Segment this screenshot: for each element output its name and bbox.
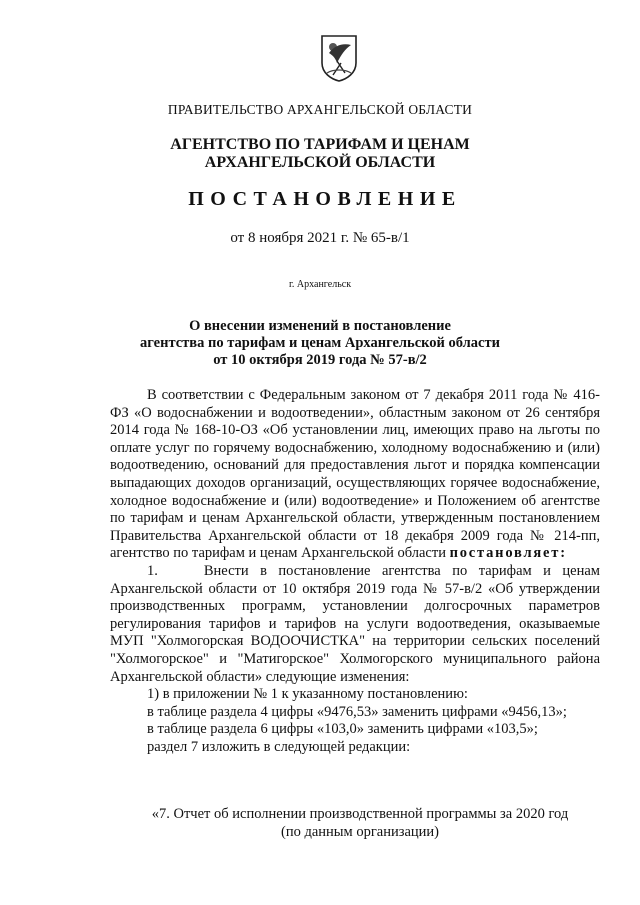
- government-name: ПРАВИТЕЛЬСТВО АРХАНГЕЛЬСКОЙ ОБЛАСТИ: [167, 102, 473, 117]
- subitem-section-7: раздел 7 изложить в следующей редакции:: [147, 738, 411, 755]
- section-7-heading: [0, 805, 640, 841]
- agency-name-line1: АГЕНТСТВО ПО ТАРИФАМ И ЦЕНАМ: [170, 136, 470, 153]
- section-7-title: «7. Отчет об исполнении производственной программы за 2020 год: [151, 806, 569, 822]
- subject-line2: агентства по тарифам и ценам Архангельской области: [140, 335, 500, 351]
- subitem-table-4: в таблице раздела 4 цифры «9476,53» заменить цифрами «9456,13»;: [147, 703, 567, 720]
- subject-line3: от 10 октября 2019 года № 57-в/2: [213, 352, 427, 368]
- subitem-1: 1) в приложении № 1 к указанному постановлению:: [147, 686, 468, 703]
- subitem-table-6: в таблице раздела 6 цифры «103,0» заменить цифрами «103,5»;: [147, 721, 538, 738]
- document-date-number: от 8 ноября 2021 г. № 65-в/1: [230, 230, 410, 246]
- item-1-paragraph: 1. Внести в постановление агентства по тарифам и ценам Архангельской области от 10 октября 2019 года № 57-в/2 «Об утверждении производственных программ, установлении долгосрочных параметров регулирования тарифов и тарифов на услуги водоотведения, оказываемые МУП "Холмогорская ВОДООЧИСТКА" на территории сельских поселений "Холмогорское" и "Матигорское" Холмогорского муниципального района Архангельской области» следующие изменения:: [110, 562, 600, 685]
- document-city: г. Архангельск: [288, 279, 352, 290]
- coat-of-arms-emblem: [319, 33, 359, 83]
- preamble-text: В соответствии с Федеральным законом от 7 декабря 2011 года № 416-ФЗ «О водоснабжении и водоотведении», областным законом от 26 сентября 2014 года № 168-10-ОЗ «Об установлении лиц, имеющих право на льготы по оплате услуг по горячему водоснабжению, холодному водоснабжению и (или) водоотведению, оснований для предоставления льгот и порядка компенсации выпадающих доходов организаций, осуществляющих горячее водоснабжение, холодное водоснабжение и (или) водоотведение» и Положением об агентстве по тарифам и ценам Архангельской области, утвержденным постановлением Правительства Архангельской области от 18 декабря 2009 года № 214-пп, агентство по тарифам и ценам Архангельской области: [110, 387, 600, 562]
- document-type: ПОСТАНОВЛЕНИЕ: [188, 188, 462, 210]
- agency-name-line2: АРХАНГЕЛЬСКОЙ ОБЛАСТИ: [204, 154, 436, 171]
- document-body: [110, 387, 600, 756]
- document-subject: [0, 318, 640, 369]
- resolves-word: постановляет:: [449, 545, 567, 562]
- section-7-subtitle: (по данным организации): [280, 824, 439, 840]
- subject-line1: О внесении изменений в постановление: [189, 318, 451, 334]
- preamble-paragraph: [110, 387, 600, 563]
- agency-name: [0, 136, 640, 172]
